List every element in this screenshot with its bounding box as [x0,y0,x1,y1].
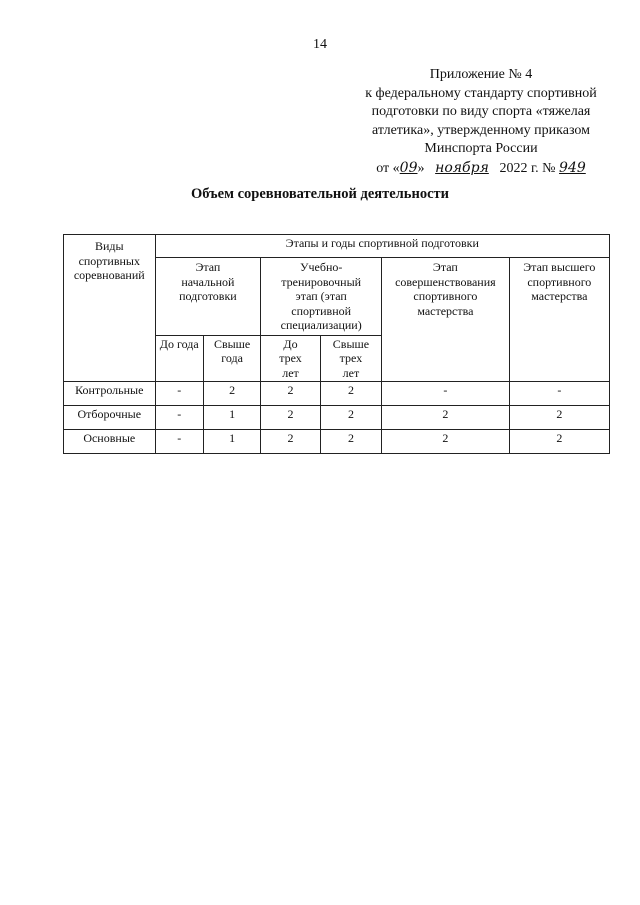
appendix-line-4: Минспорта России [424,141,538,156]
handwritten-month: ноября [435,159,489,176]
table-row [64,430,610,454]
table-cell: 2 [509,430,609,454]
table-cell: - [382,382,510,406]
stage-header-initial: Этап начальной подготовки [155,258,261,336]
table-cell: 2 [320,382,381,406]
appendix-line-3: атлетика», утвержденному приказом [371,122,590,138]
stage-header-training: Учебно-тренировочный этап (этап спортивной специализации) [261,258,382,336]
table-cell: 2 [261,406,321,430]
table-cell: - [155,430,203,454]
date-mid: » [417,160,428,176]
appendix-block [356,66,606,178]
table-cell: 2 [509,406,609,430]
table-cell: - [155,406,203,430]
subheader-up-to-year: До года [155,335,203,382]
year-text: 2022 г. № [496,160,560,176]
row-label: Основные [64,430,156,454]
table-cell: 2 [261,430,321,454]
subheader-up-to-three: До трех лет [261,335,321,382]
table-cell: 2 [320,406,381,430]
appendix-line-2: подготовки по виду спорта «тяжелая [371,104,591,119]
table-cell: - [509,382,609,406]
table-cell: 1 [203,406,260,430]
date-prefix: от « [376,160,400,176]
document-title: Объем соревновательной деятельности [191,186,449,202]
page-number: 14 [313,37,327,52]
subheader-over-three: Свыше трех лет [320,335,381,382]
subheader-over-year: Свыше года [203,335,260,382]
table-cell: 2 [382,406,510,430]
handwritten-order-number: 949 [559,159,586,176]
table-cell: - [155,382,203,406]
appendix-line-1: к федеральному стандарту спортивной [365,85,597,101]
order-date-line [356,159,606,179]
table-cell: 2 [261,382,321,406]
handwritten-day: 09 [399,159,418,176]
stage-header-improvement: Этап совершенствования спортивного мастерства [382,258,510,382]
table-cell: 1 [203,430,260,454]
stage-header-higher: Этап высшего спортивного мастерства [509,258,609,382]
top-header: Этапы и годы спортивной подготовки [155,235,609,258]
table-row [64,382,610,406]
competition-volume-table [63,234,610,454]
table-row [64,406,610,430]
row-label: Отборочные [64,406,156,430]
table-cell: 2 [203,382,260,406]
corner-header: Виды спортивных соревнований [64,235,156,382]
table-cell: 2 [320,430,381,454]
row-label: Контрольные [64,382,156,406]
appendix-title: Приложение № 4 [429,67,533,82]
table-header-row-1 [64,235,610,258]
table-cell: 2 [382,430,510,454]
